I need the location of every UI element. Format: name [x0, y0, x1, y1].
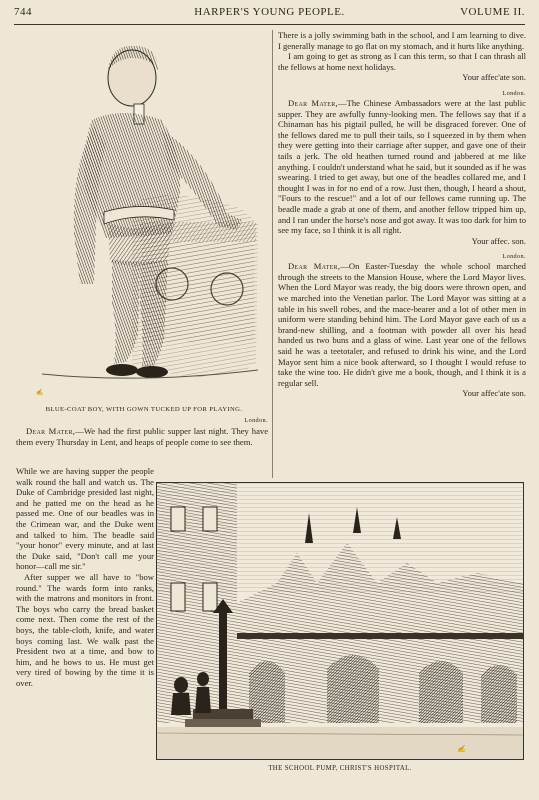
letter4-narrow-column — [16, 466, 154, 688]
right-column — [278, 30, 526, 399]
page-number: 744 — [14, 6, 32, 18]
boy-figure-caption: BLUE-COAT BOY, WITH GOWN TUCKED UP FOR PLAYING. — [45, 406, 243, 413]
letter4-wide-block — [16, 426, 268, 447]
pump-figure-caption: THE SCHOOL PUMP, CHRIST'S HOSPITAL. — [268, 765, 412, 772]
letter4-place: London. — [244, 417, 268, 424]
school-pump-engraving — [156, 482, 524, 760]
letter3-text: —On Easter-Tuesday the whole school marched through the streets to the Mansion House, where the Lord Mayor lives. When the Lord Mayor was ready, the big doors were thrown open, and we marched into the Venetian parlor. The Lord Mayor was sitting at a table in his swell robes, and the mace-bearer and a lot of other men in uniform were standing behind him. The Lord Mayor gave each of us a brand-new shilling, and a footman with powder all over his head handed us two buns and a glass of wine. Last year one of the fellows said he was a teetotaler, and refused to drink his wine, and the Lord Mayor sent him a nice book afterward, so I thought I would refuse to take the wine too. He didn't give me a book, though, and I think it is a regular sell. — [278, 261, 526, 388]
letter2-signature: Your affec. son. — [471, 235, 526, 246]
letter4-narrow-paragraph-2: After supper we all have to "bow round." The wards form into ranks, with the matrons and monitors in front. The boys who carry the bread basket come next. Then come the rest of the boys, the table-cloth, knife, and water boys coming last. We walk past the President two at a time, and bow to him, and he bows to us. He must get very tired of bowing by the time it is over. — [16, 571, 154, 688]
letter3-salutation: Dear Mater, — [288, 261, 341, 272]
volume-label: VOLUME II. — [460, 6, 525, 18]
letter4-header — [30, 416, 268, 425]
letter2-body — [278, 98, 526, 236]
column-divider — [272, 30, 273, 478]
letter2-text: —The Chinese Ambassadors were at the last public supper. They are awfully funny-looking men. The fellows say that if a Chinaman has his pigtail pulled, he will be disgraced forever. One of the fellows dared me to pull their tails, so I squeezed in by them when they were getting into their carriage after supper, and gave one of their tails a jerk. The old heathen turned round and jabbered at me like anything. I couldn't understand what he said, but it sounded as if he was swearing. I tried to get away, but one of the beadles collared me, and I thought I was in for no end of a row. Just then, though, I heard a shout, "Fours to the rescue!" and a lot of our fellows came running up. The beadle made a grab at one of them, and another fellow tripped him up, and I ran under the horse's nose and got away. It was too dark for him to see my face, so I think it is all right. — [278, 97, 526, 236]
svg-text:✍: ✍ — [457, 745, 466, 753]
svg-text:✍: ✍ — [36, 390, 44, 396]
running-header — [14, 6, 525, 22]
letter1-closing-paragraph: I am going to get as strong as I can this term, so that I can thrash all the fellows at home next holidays. — [278, 51, 526, 72]
letter4-salutation: Dear Mater, — [26, 426, 76, 436]
letter3-body — [278, 261, 526, 388]
letter3-place: London. — [502, 253, 526, 261]
blue-coat-boy-engraving — [22, 34, 266, 398]
letter3-signature: Your affec'ate son. — [462, 388, 526, 399]
letter2-place: London. — [502, 89, 526, 97]
letter4-opening-text: —We had the first public supper last night. They have them every Thursday in Lent, and heaps of people come to see them. — [16, 426, 269, 447]
letter4-opening — [16, 426, 268, 447]
letter1-signature: Your affec'ate son. — [462, 72, 526, 83]
magazine-title: HARPER'S YOUNG PEOPLE. — [194, 6, 345, 18]
letter4-narrow-paragraph-1: While we are having supper the people walk round the hall and watch us. The Duke of Cambridge presided last night, and he patted me on the head as he passed me. One of our beadles was in the Crimean war, and the Duke went and talked to him. The beadle said "your honor" every minute, and at last the Duke said, "Don't call me your honor—call me sir." — [16, 466, 154, 572]
letter1-continued-paragraph: There is a jolly swimming bath in the school, and I am learning to dive. I generally manage to go flat on my stomach, and it hurts like anything. — [278, 30, 526, 51]
header-rule — [14, 24, 525, 25]
letter2-salutation: Dear Mater, — [288, 97, 338, 108]
